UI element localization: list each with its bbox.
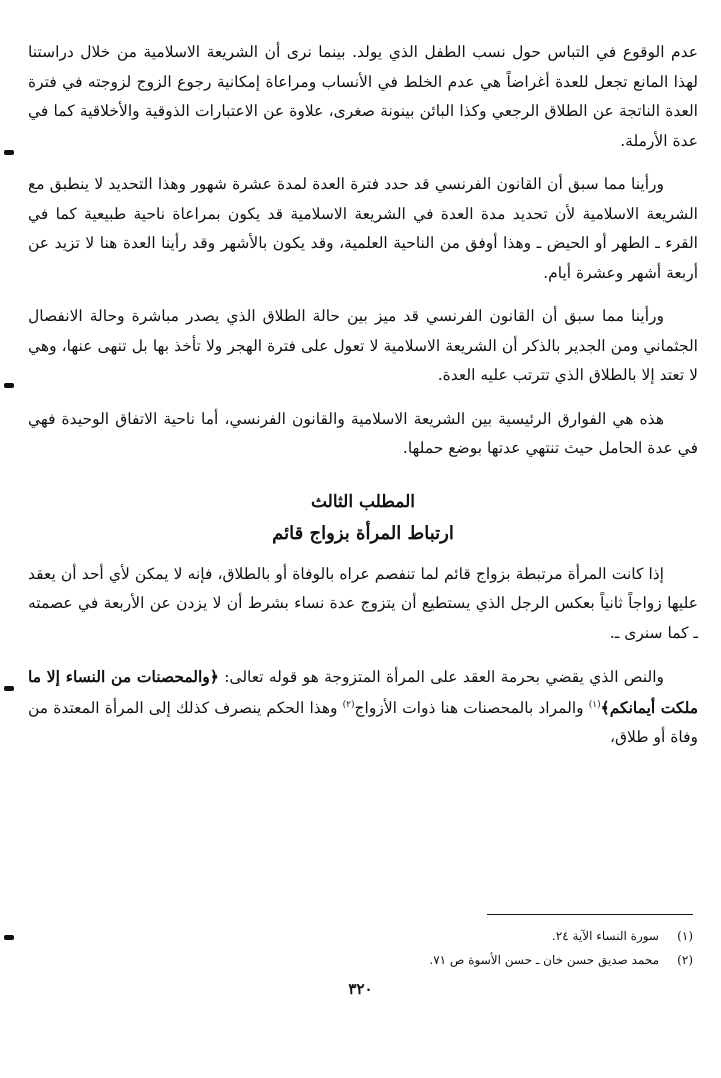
- footnote-1: [193, 924, 693, 948]
- paragraph-3: ورأينا مما سبق أن القانون الفرنسي قد ميز بين حالة الطلاق الذي يصدر مباشرة وحالة الانفصال الجثماني ومن الجدير بالذكر أن الشريعة الاسلامية لا تعول على فترة الهجر ولا تأخذ بها بل تنهى عنها، وهي لا تعتد إلا بالطلاق الذي تترتب عليه العدة.: [28, 307, 698, 384]
- paragraph-6-end: وهذا الحكم ينصرف كذلك إلى المرأة المعتدة من وفاة أو طلاق،: [28, 698, 698, 746]
- section-headings: [28, 486, 698, 550]
- section-subheading: ارتباط المرأة بزواج قائم: [272, 522, 454, 544]
- paragraph-6-middle: والمراد بالمحصنات هنا ذوات الأزواج: [354, 698, 589, 717]
- footnote-1-number: (١): [677, 929, 693, 943]
- paragraph-6-intro: والنص الذي يقضي بحرمة العقد على المرأة المتزوجة هو قوله تعالى:: [224, 668, 664, 686]
- footnotes: [193, 924, 693, 972]
- footnote-ref-1[interactable]: (١): [588, 699, 601, 710]
- footnote-ref-2[interactable]: (٢): [342, 699, 355, 710]
- scan-mark-3: [4, 686, 14, 691]
- paragraph-6: [28, 662, 698, 753]
- paragraph-2: ورأينا مما سبق أن القانون الفرنسي قد حدد فترة العدة لمدة عشرة شهور وهذا التحديد لا ينطبق مع الشريعة الاسلامية لأن تحديد مدة العدة في الشريعة الاسلامية قد يكون بمراعاة ناحية طبيعية كما في القرء ـ الطهر أو الحيض ـ وهذا أوفق من الناحية العلمية، وقد يكون بالأشهر وقد رأينا العدة هنا لا تزيد عن أربعة أشهر وعشرة أيام.: [28, 175, 698, 282]
- paragraph-5: إذا كانت المرأة مرتبطة بزواج قائم لما تنفصم عراه بالوفاة أو بالطلاق، فإنه لا يمكن لأي أحد أن يعقد عليها زواجاً ثانياً بعكس الرجل الذي يستطيع أن يتزوج عدة نساء بشرط أن لا يزدن عن الأربعة في عصمته ـ كما سنرى ـ.: [28, 564, 698, 642]
- footnote-divider: [487, 914, 693, 915]
- scan-mark-2: [4, 383, 14, 388]
- scan-mark-4: [4, 935, 14, 940]
- section-heading: المطلب الثالث: [310, 491, 415, 512]
- footnote-2-text: محمد صديق حسن خان ـ حسن الأسوة ص ٧١.: [429, 953, 659, 967]
- footnote-2-number: (٢): [677, 953, 693, 967]
- paragraph-1: عدم الوقوع في التباس حول نسب الطفل الذي يولد. بينما نرى أن الشريعة الاسلامية من خلال دراستنا لهذا المانع تجعل للعدة أغراضاً هي عدم الخلط في الأنساب ومراعاة إمكانية رجوع الزوج لزوجته في فترة العدة الناتجة عن الطلاق الرجعي وكذا البائن بينونة صغرى، علاوة عن الاعتبارات الذوقية والأخلاقية كما في عدة الأرملة.: [28, 43, 698, 150]
- quran-verse: ﴿والمحصنات من النساء إلا ما ملكت أيمانكم﴾: [28, 667, 699, 717]
- footnote-1-text: سورة النساء الآية ٢٤.: [551, 929, 659, 943]
- footnote-2: [193, 948, 693, 972]
- paragraph-4: هذه هي الفوارق الرئيسية بين الشريعة الاسلامية والقانون الفرنسي، أما ناحية الاتفاق الوحيدة فهي في عدة الحامل حيث تنتهي عدتها بوضع حملها.: [28, 409, 698, 457]
- page-body: [28, 38, 698, 767]
- page-number: ٣٢٠: [348, 980, 373, 998]
- scan-mark-1: [4, 150, 14, 155]
